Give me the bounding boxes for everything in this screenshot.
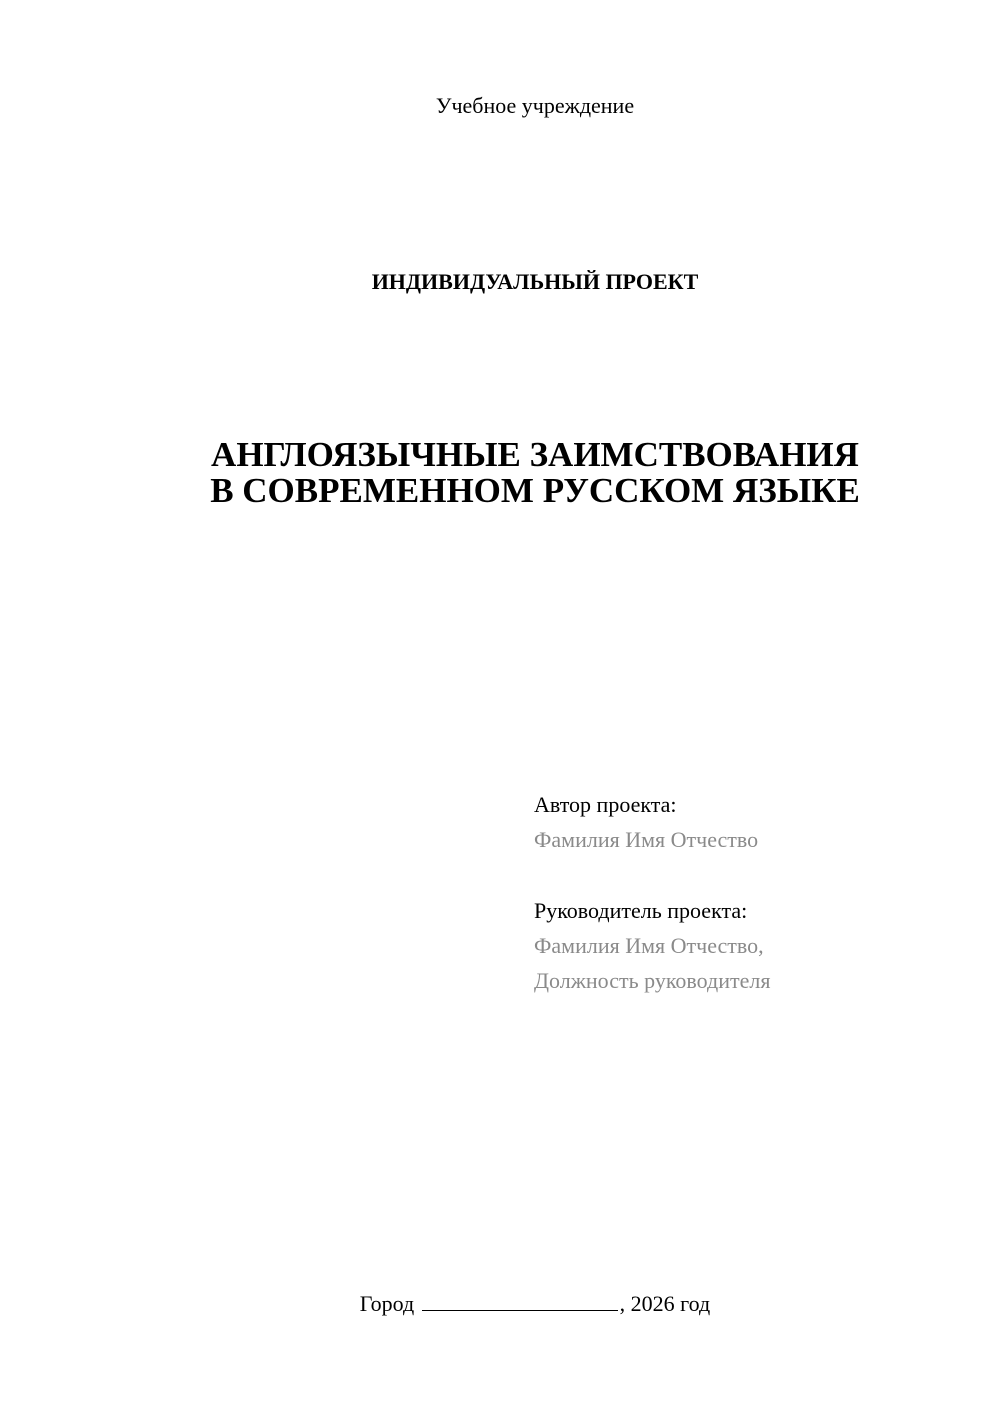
city-blank-line [422, 1290, 618, 1311]
city-year-line [0, 1290, 1000, 1318]
year-text: , 2026 год [619, 1291, 711, 1316]
project-title-line-1: АНГЛОЯЗЫЧНЫЕ ЗАИМСТВОВАНИЯ [211, 435, 859, 474]
author-name: Фамилия Имя Отчество [534, 827, 759, 852]
supervisor-position: Должность руководителя [534, 968, 771, 993]
author-label: Автор проекта: [534, 792, 677, 817]
institution-name: Учебное учреждение [435, 93, 635, 118]
city-label: Город [359, 1291, 415, 1316]
document-type: ИНДИВИДУАЛЬНЫЙ ПРОЕКТ [371, 269, 699, 294]
project-title-line-2: В СОВРЕМЕННОМ РУССКОМ ЯЗЫКЕ [210, 471, 860, 510]
credits-block [534, 787, 974, 998]
credits-spacer [534, 857, 974, 893]
supervisor-name: Фамилия Имя Отчество, [534, 933, 764, 958]
project-title [0, 437, 1000, 509]
supervisor-label: Руководитель проекта: [534, 898, 748, 923]
